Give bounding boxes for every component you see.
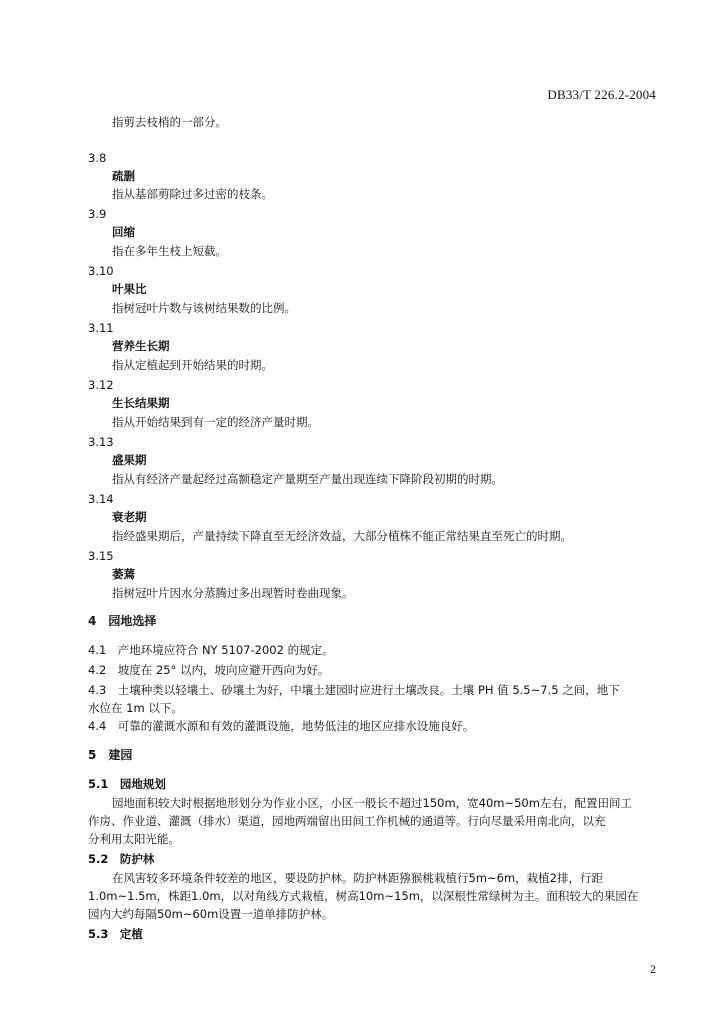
- paragraph-line: 1.0m~1.5m，株距1.0m，以对角线方式栽植，树高10m~15m，以深根性常绿树为主。面积较大的果园在: [88, 889, 639, 903]
- subsection-title: 5.3 定植: [88, 927, 143, 941]
- def-term: 回缩: [112, 225, 135, 239]
- def-text: 指从有经济产量起经过高额稳定产量期至产量出现连续下降阶段初期的时期。: [112, 472, 503, 486]
- paragraph-line: 园内大约每隔50m~60m设置一道单排防护林。: [88, 907, 334, 921]
- clause-text: 水位在 1m 以下。: [88, 701, 183, 715]
- clause-text: 4.4 可靠的灌溉水源和有效的灌溉设施，地势低洼的地区应排水设施良好。: [88, 719, 475, 733]
- def-text: 指树冠叶片数与该树结果数的比例。: [112, 301, 296, 315]
- subsection-title: 5.1 园地规划: [88, 777, 166, 791]
- def-text: 指经盛果期后，产量持续下降直至无经济效益，大部分植株不能正常结果直至死亡的时期。: [112, 529, 572, 543]
- section-heading: 5 建园: [88, 748, 133, 762]
- def-term: 叶果比: [112, 282, 147, 296]
- def-number: 3.15: [88, 549, 114, 563]
- def-number: 3.11: [88, 321, 114, 335]
- def-term: 衰老期: [112, 510, 147, 524]
- paragraph-line: 作房、作业道、灌溉（排水）渠道，园地两端留出田间工作机械的通道等。行向尽量采用南北向，以充: [88, 814, 606, 828]
- def-term: 盛果期: [112, 453, 147, 467]
- def-term: 生长结果期: [112, 396, 170, 410]
- def-term: 萎蔫: [112, 567, 135, 581]
- def-text: 指从基部剪除过多过密的枝条。: [112, 187, 273, 201]
- paragraph-line: 在风害较多环境条件较差的地区，要设防护林。防护林距猕猴桃栽植行5m~6m，栽植2排，行距: [112, 871, 603, 885]
- document-code: DB33/T 226.2-2004: [547, 87, 656, 102]
- def-number: 3.12: [88, 378, 114, 392]
- subsection-title: 5.2 防护林: [88, 852, 155, 866]
- page-number: 2: [650, 962, 656, 976]
- def-term: 疏删: [112, 169, 135, 183]
- def-text: 指在多年生枝上短截。: [112, 244, 227, 258]
- def-number: 3.9: [88, 207, 107, 221]
- clause-text: 4.3 土壤种类以轻壤土、砂壤土为好，中壤土建园时应进行土壤改良。土壤 PH 值 5.5~7.5 之间，地下: [88, 683, 620, 697]
- lead-text: 指剪去枝梢的一部分。: [112, 115, 227, 129]
- paragraph-line: 分利用太阳光能。: [88, 832, 180, 846]
- paragraph-line: 园地面积较大时根据地形划分为作业小区，小区一般长不超过150m，宽40m~50m左右，配置田间工: [112, 796, 632, 810]
- def-number: 3.14: [88, 492, 114, 506]
- def-number: 3.13: [88, 435, 114, 449]
- def-text: 指树冠叶片因水分蒸腾过多出现暂时卷曲现象。: [112, 586, 354, 600]
- section-heading: 4 园地选择: [88, 614, 157, 628]
- def-number: 3.8: [88, 151, 107, 165]
- def-term: 营养生长期: [112, 339, 170, 353]
- clause-text: 4.1 产地环境应符合 NY 5107-2002 的规定。: [88, 643, 334, 657]
- def-text: 指从定植起到开始结果的时期。: [112, 358, 273, 372]
- def-number: 3.10: [88, 264, 114, 278]
- def-text: 指从开始结果到有一定的经济产量时期。: [112, 415, 319, 429]
- clause-text: 4.2 坡度在 25° 以内，坡向应避开西向为好。: [88, 663, 330, 677]
